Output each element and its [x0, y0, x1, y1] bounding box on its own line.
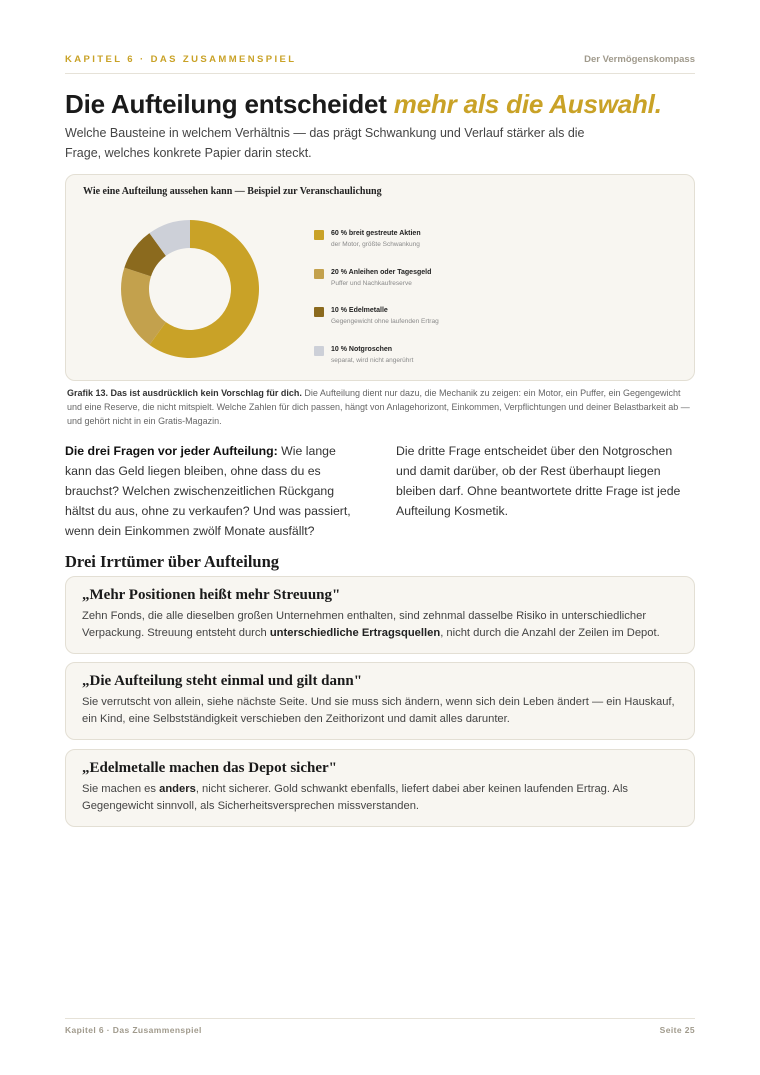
myth-text: [82, 781, 678, 815]
myth-text-bold: anders: [159, 783, 196, 795]
title-accent: mehr als die Auswahl.: [393, 89, 662, 119]
myth-title: „Edelmetalle machen das Depot sicher": [82, 760, 337, 776]
legend-sublabel: der Motor, größte Schwankung: [331, 241, 420, 248]
myth-text: [82, 694, 678, 728]
chart-card: [65, 174, 695, 381]
legend-label: 10 % Notgroschen: [331, 345, 393, 353]
book-title: Der Vermögenskompass: [584, 54, 695, 65]
legend-item: [314, 345, 574, 384]
legend-item: [314, 229, 574, 268]
chapter-label: KAPITEL 6 · DAS ZUSAMMENSPIEL: [65, 54, 297, 65]
chart-legend: [314, 229, 574, 383]
footer-chapter: Kapitel 6 · Das Zusammenspiel: [65, 1025, 202, 1035]
myths-heading: Drei Irrtümer über Aufteilung: [65, 552, 280, 571]
lead-paragraph: Welche Bausteine in welchem Verhältnis — das prägt Schwankung und Verlauf stärker als die Frage, welches konkrete Papier darin steckt.: [65, 126, 585, 160]
myth-card: [65, 662, 695, 740]
legend-swatch: [314, 307, 324, 317]
myth-text: [82, 608, 678, 642]
chart-title: Wie eine Aufteilung aussehen kann — Beispiel zur Veranschaulichung: [83, 186, 382, 197]
myth-text-a: Sie verrutscht von allein, siehe nächste Seite. Und sie muss sich ändern, wenn sich dein Leben ändert — ein Hauskauf, ein Kind, eine Selbstständigkeit verschieben den Zeithorizont und damit alles darunter.: [82, 696, 675, 725]
legend-sublabel: Puffer und Nachkaufreserve: [331, 279, 412, 287]
legend-label: 60 % breit gestreute Aktien: [331, 230, 421, 237]
page-footer: [65, 1018, 695, 1035]
myth-text-a: Sie machen es: [82, 783, 160, 795]
column-left: [65, 441, 365, 541]
figure-caption: [67, 386, 695, 428]
legend-swatch: [314, 346, 324, 356]
legend-sublabel: separat, wird nicht angerührt: [331, 356, 414, 364]
legend-item: [314, 268, 574, 307]
legend-swatch: [314, 230, 324, 240]
caption-text: Die Aufteilung dient nur dazu, die Mechanik zu zeigen: ein Motor, ein Puffer, ein Gegengewicht und eine Reserve, die nicht mitspielt. Welche Zahlen für dich passen, hängt von Anlagehorizont, Einkommen, Verpflichtungen und deiner Belastbarkeit ab — und gehört nicht in ein Gratis-Magazin.: [67, 388, 690, 426]
column-left-bold: Die drei Fragen vor jeder Aufteilung:: [65, 444, 278, 458]
donut-chart: [120, 219, 260, 359]
column-right: Die dritte Frage entscheidet über den Notgroschen und damit darüber, ob der Rest überhaupt liegen bleiben darf. Ohne beantwortete dritte Frage ist jede Aufteilung Kosmetik.: [396, 444, 681, 518]
column-left-text: Wie lange kann das Geld liegen bleiben, ohne dass du es brauchst? Welchen zwischenzeitlichen Rückgang hältst du aus, ohne zu verkaufen? Und was passiert, wenn dein Einkommen zwölf Monate ausfällt?: [65, 444, 351, 538]
legend-item: [314, 306, 574, 345]
page: [65, 0, 695, 1075]
legend-swatch: [314, 269, 324, 279]
page-number: Seite 25: [659, 1025, 695, 1035]
myth-text-bold: unterschiedliche Ertragsquellen: [269, 627, 441, 639]
legend-label: 20 % Anleihen oder Tagesgeld: [331, 268, 432, 276]
caption-bold: Grafik 13. Das ist ausdrücklich kein Vorschlag für dich.: [67, 388, 302, 398]
myth-card: [65, 576, 695, 654]
myth-card: [65, 749, 695, 827]
running-head: [65, 54, 695, 74]
myth-text-b: , nicht durch die Anzahl der Zeilen im Depot.: [440, 627, 660, 639]
page-title: [65, 89, 662, 120]
myth-title: „Die Aufteilung steht einmal und gilt dann": [82, 673, 363, 689]
myth-text-b: , nicht sicherer. Gold schwankt ebenfalls, liefert dabei aber keinen laufenden Ertrag. Als Gegengewicht sinnvoll, als Sicherheitsversprechen missverstanden.: [82, 783, 629, 812]
title-main: Die Aufteilung entscheidet: [65, 89, 387, 119]
myth-text-a: Zehn Fonds, die alle dieselben großen Unternehmen enthalten, sind zehnmal dasselbe Risiko in unterschiedlicher Verpackung. Streuung entsteht durch: [82, 610, 647, 639]
myth-title: „Mehr Positionen heißt mehr Streuung": [82, 587, 341, 603]
legend-sublabel: Gegengewicht ohne laufenden Ertrag: [331, 318, 439, 325]
legend-label: 10 % Edelmetalle: [331, 307, 388, 314]
